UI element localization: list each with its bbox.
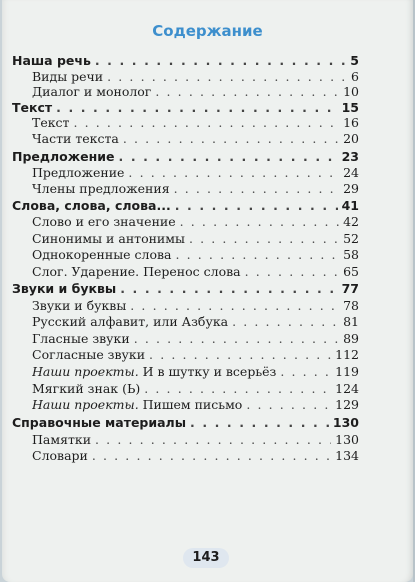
toc-entry-page: 10: [343, 84, 359, 99]
toc-entry: [32, 131, 359, 147]
toc-entry-page: 89: [343, 331, 359, 346]
toc-entry-page: 130: [332, 415, 359, 430]
toc-entry: [32, 448, 359, 464]
dot-leader: [95, 53, 346, 68]
toc-entry-text: Предложение: [32, 165, 125, 180]
toc-entry: [32, 347, 359, 363]
toc-entry-page: 134: [335, 448, 359, 463]
toc-entry-text: Слово и его значение: [32, 214, 176, 229]
toc-entry-title: [32, 84, 151, 99]
toc-entry: [32, 165, 359, 181]
toc-entry-title: [32, 381, 140, 396]
toc-section-entry: [12, 281, 359, 297]
toc-entry-title: [32, 331, 130, 346]
toc-entry-text: Согласные звуки: [32, 347, 146, 362]
dot-leader: [180, 214, 339, 229]
toc-entry: [32, 264, 359, 280]
toc-entry-text: Текст: [12, 100, 53, 115]
toc-entry-text: Пишем письмо: [142, 397, 243, 412]
toc-entry-title: [32, 347, 145, 362]
dot-leader: [245, 264, 339, 279]
toc-entry-text: Мягкий знак (Ь): [32, 381, 141, 396]
page-title: Содержание: [152, 22, 263, 40]
toc-entry-page: 29: [343, 181, 359, 196]
toc-entry-title: [32, 231, 185, 246]
toc-entry-title: [32, 69, 103, 84]
toc-entry-text: Виды речи: [32, 69, 104, 84]
toc-entry: [32, 397, 359, 413]
toc-entry-page: 65: [343, 264, 359, 279]
dot-leader: [144, 381, 331, 396]
dot-leader: [56, 100, 337, 115]
toc-entry-page: 5: [350, 53, 359, 68]
toc-entry-page: 129: [335, 397, 359, 412]
dot-leader: [95, 432, 331, 447]
toc-entry-page: 6: [351, 69, 359, 84]
toc-entry-text: Звуки и буквы: [32, 298, 127, 313]
toc-entry-title: [32, 264, 241, 279]
dot-leader: [190, 415, 329, 430]
dot-leader: [134, 331, 339, 346]
toc-section-entry: [12, 149, 359, 165]
dot-leader: [280, 364, 331, 379]
toc-entry: [32, 214, 359, 230]
toc-entry-text: Части текста: [32, 131, 119, 146]
toc-entry-title: [32, 448, 88, 463]
toc-entry-page: 81: [343, 314, 359, 329]
book-page: [2, 0, 413, 582]
toc-entry: [32, 331, 359, 347]
toc-entry-title: [32, 364, 276, 379]
toc-section-entry: [12, 53, 359, 69]
dot-leader: [175, 247, 339, 262]
toc-entry-text: Члены предложения: [32, 181, 170, 196]
dot-leader: [130, 298, 339, 313]
dot-leader: [155, 84, 339, 99]
toc-entry-title: [32, 181, 170, 196]
toc-entry-text: Русский алфавит, или Азбука: [32, 314, 229, 329]
toc-entry-page: 77: [341, 281, 359, 296]
dot-leader: [120, 281, 337, 296]
dot-leader: [189, 231, 339, 246]
toc-entry-page: 58: [343, 247, 359, 262]
toc-entry-text: Синонимы и антонимы: [32, 231, 185, 246]
toc-entry-text: Слог. Ударение. Перенос слова: [32, 264, 241, 279]
toc-entry-project-prefix: Наши проекты.: [32, 364, 139, 379]
toc-entry-page: 23: [341, 149, 359, 164]
toc-entry-page: 16: [343, 115, 359, 130]
dot-leader: [128, 165, 339, 180]
toc-entry-title: [32, 298, 126, 313]
toc-entry-text: Диалог и монолог: [32, 84, 152, 99]
toc-entry: [32, 69, 359, 85]
toc-entry: [32, 231, 359, 247]
toc-entry-project-prefix: Наши проекты.: [32, 397, 139, 412]
dot-leader: [92, 448, 331, 463]
toc-section-entry: [12, 415, 359, 431]
toc-entry-page: 78: [343, 298, 359, 313]
toc-entry-title: [12, 415, 186, 430]
toc-entry-title: [12, 149, 115, 164]
toc-entry: [32, 364, 359, 380]
toc-entry-text: И в шутку и всерьёз: [142, 364, 277, 379]
dot-leader: [149, 347, 331, 362]
toc-entry-page: 24: [343, 165, 359, 180]
toc-entry-text: Словари: [32, 448, 88, 463]
toc-entry-page: 124: [335, 381, 359, 396]
toc-entry-text: Звуки и буквы: [12, 281, 117, 296]
toc-entry-title: [12, 53, 91, 68]
toc-entry-text: Памятки: [32, 432, 92, 447]
toc-entry-text: Справочные материалы: [12, 415, 187, 430]
toc-entry-text: Текст: [32, 115, 70, 130]
dot-leader: [73, 115, 339, 130]
toc-entry-page: 130: [335, 432, 359, 447]
toc-entry-page: 20: [343, 131, 359, 146]
toc-entry-text: Наша речь: [12, 53, 91, 68]
dot-leader: [246, 397, 331, 412]
dot-leader: [175, 198, 338, 213]
toc-entry-title: [32, 131, 119, 146]
toc-entry-title: [32, 247, 171, 262]
toc-entry: [32, 84, 359, 100]
toc-section-entry: [12, 100, 359, 116]
toc-entry: [32, 247, 359, 263]
toc-entry-title: [32, 214, 176, 229]
toc-entry-text: Предложение: [12, 149, 115, 164]
toc-entry-title: [12, 100, 52, 115]
toc-entry-page: 41: [341, 198, 359, 213]
toc-entry-title: [32, 314, 228, 329]
toc-entry-page: 119: [335, 364, 359, 379]
dot-leader: [123, 131, 339, 146]
toc-entry: [32, 181, 359, 197]
toc-entry-title: [32, 165, 124, 180]
toc-entry-title: [32, 115, 69, 130]
toc-entry-page: 112: [335, 347, 359, 362]
toc-entry: [32, 314, 359, 330]
dot-leader: [174, 181, 340, 196]
toc-entry-title: [32, 432, 91, 447]
toc-entry-text: Гласные звуки: [32, 331, 130, 346]
toc-entry-page: 42: [343, 214, 359, 229]
toc-entry: [32, 115, 359, 131]
dot-leader: [107, 69, 347, 84]
page-number: 143: [183, 548, 229, 568]
toc-entry-text: Слова, слова, слова...: [12, 198, 171, 213]
dot-leader: [232, 314, 339, 329]
toc-entry-page: 15: [341, 100, 359, 115]
toc-entry-page: 52: [343, 231, 359, 246]
toc-entry-title: [12, 198, 171, 213]
toc-section-entry: [12, 198, 359, 214]
toc-entry: [32, 432, 359, 448]
toc-entry: [32, 381, 359, 397]
toc-entry-title: [32, 397, 242, 412]
dot-leader: [119, 149, 338, 164]
toc-entry-title: [12, 281, 116, 296]
toc-entry: [32, 298, 359, 314]
toc-entry-text: Однокоренные слова: [32, 247, 172, 262]
